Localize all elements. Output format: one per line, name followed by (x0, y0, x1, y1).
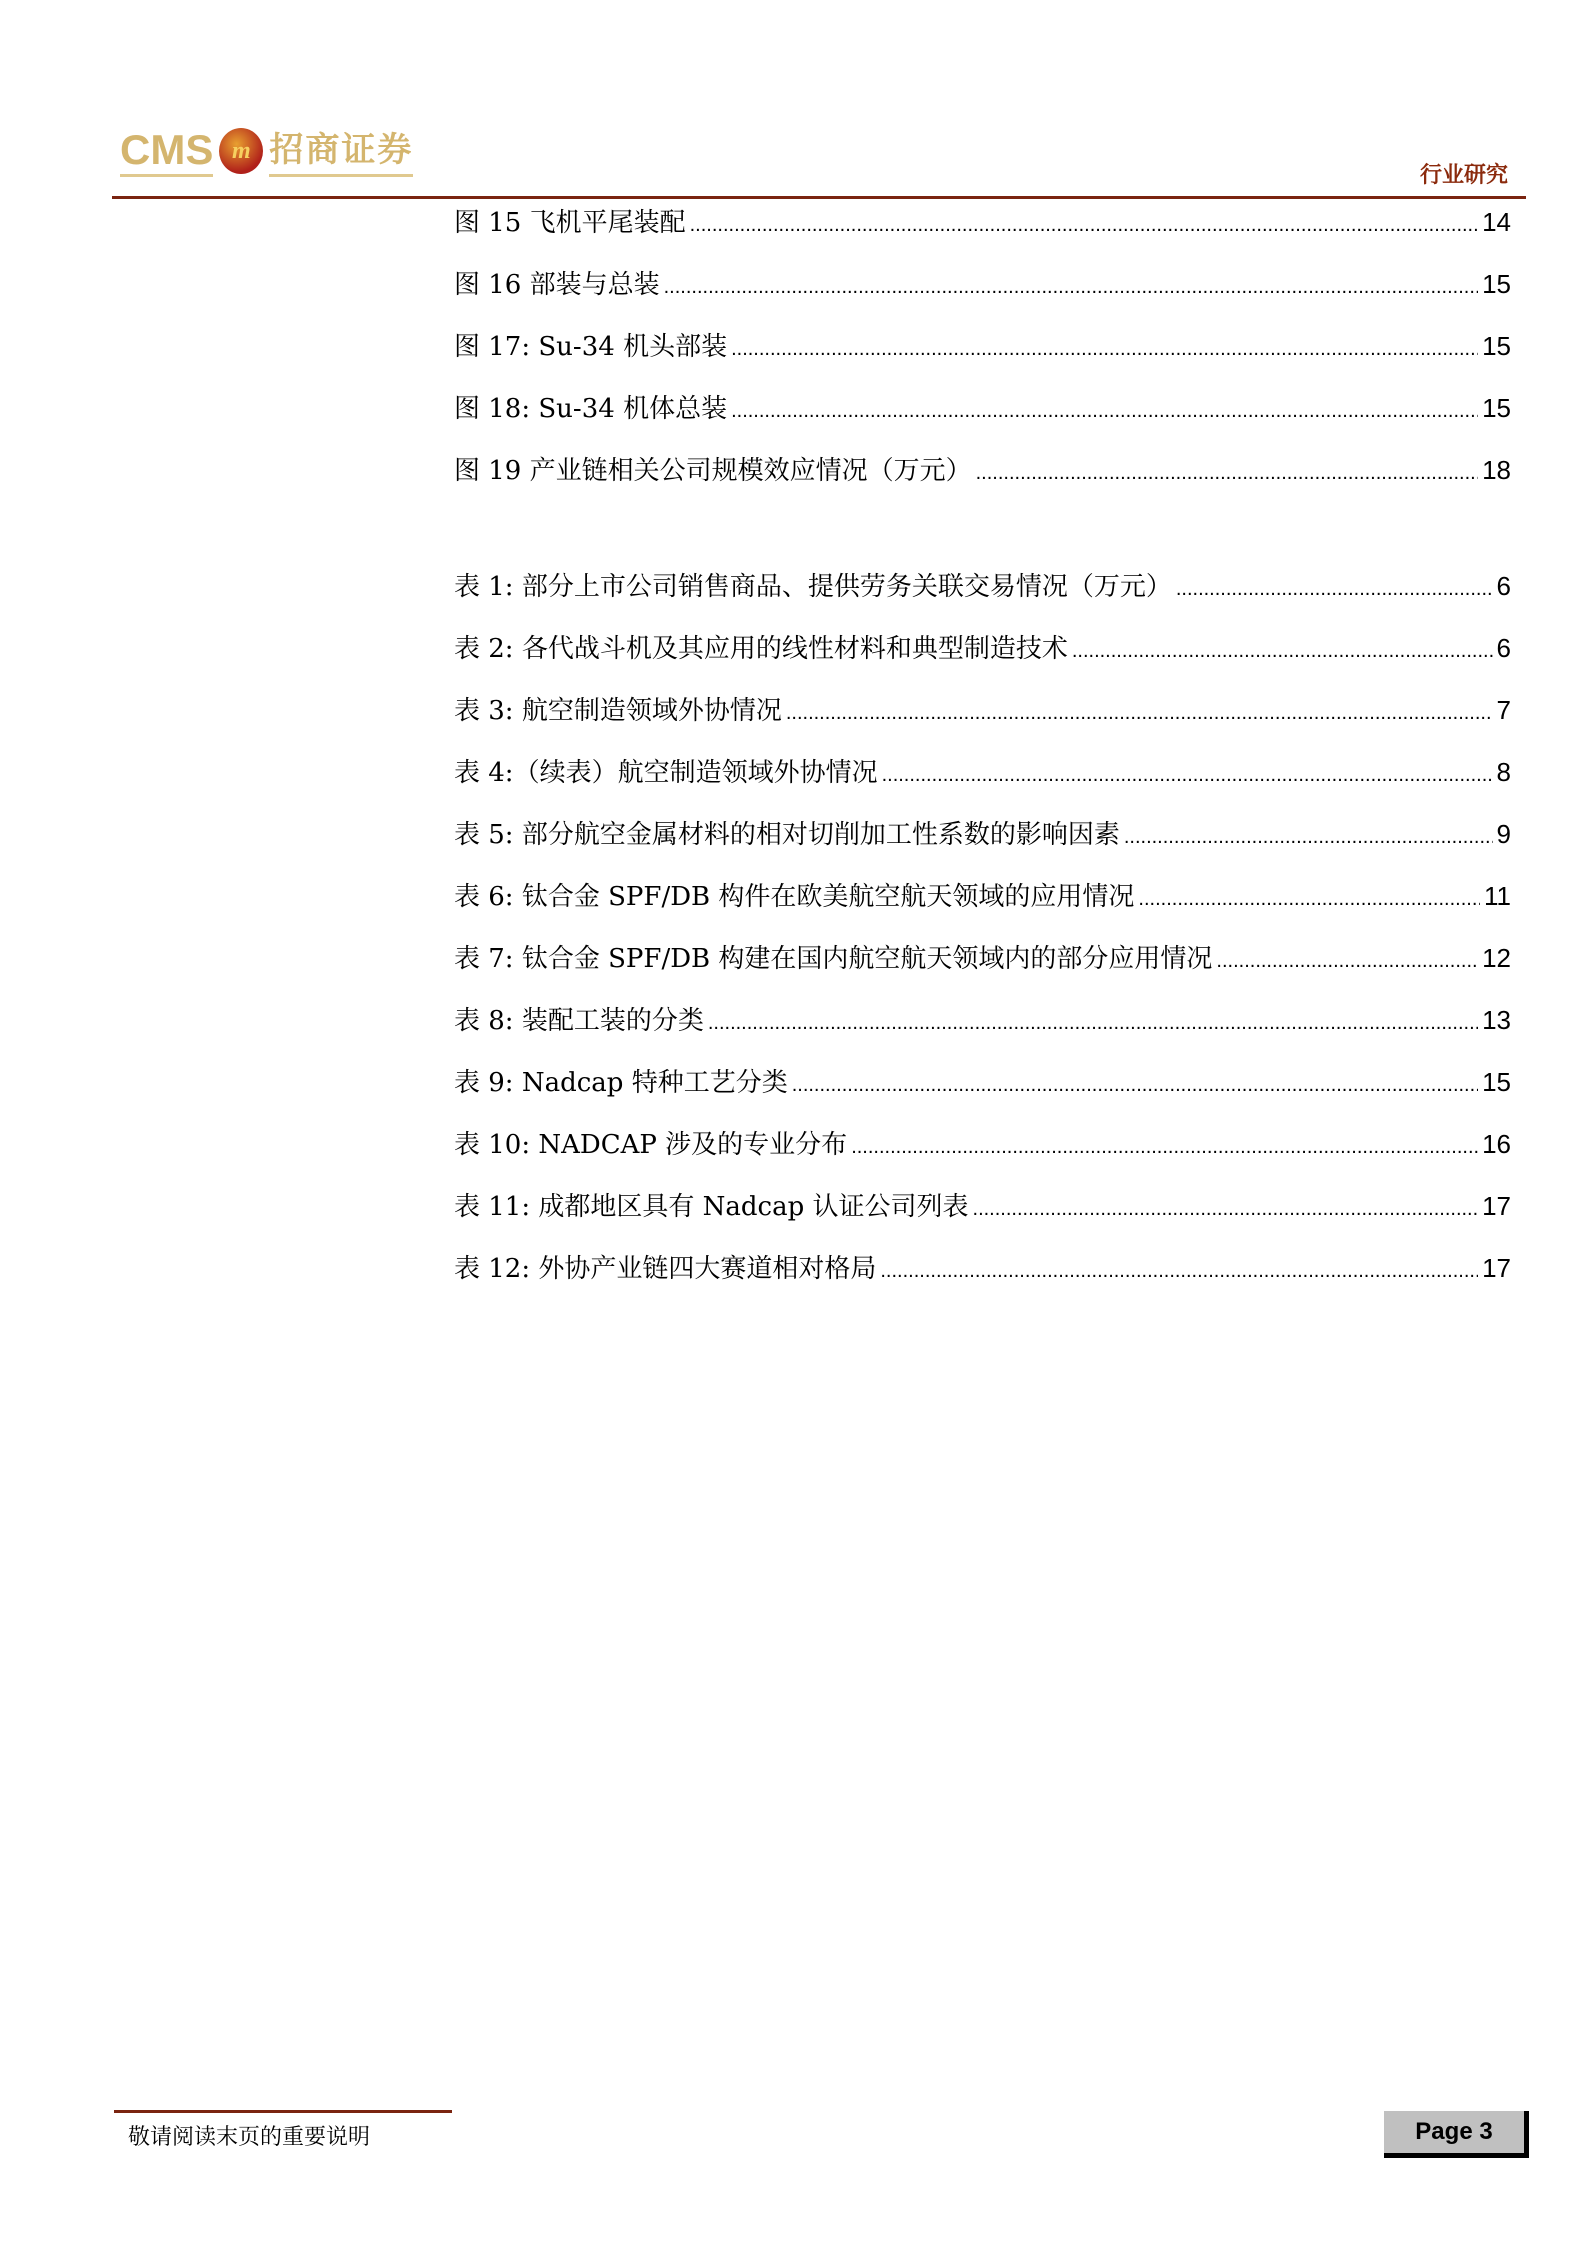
toc-entry[interactable] (454, 628, 1511, 690)
page-number: Page 3 (1384, 2111, 1529, 2158)
toc-entry-page[interactable]: 14 (1482, 207, 1511, 237)
dot-leader (731, 400, 1478, 423)
toc-entry[interactable] (454, 326, 1511, 388)
table-list (454, 566, 1511, 1310)
toc-entry[interactable] (454, 876, 1511, 938)
toc-entry[interactable] (454, 752, 1511, 814)
toc-entry-title[interactable]: 表 1: 部分上市公司销售商品、提供劳务关联交易情况（万元） (454, 572, 1172, 602)
cms-logo (120, 122, 413, 180)
dot-leader (1216, 950, 1478, 973)
toc-entry[interactable] (454, 814, 1511, 876)
toc-entry-title[interactable]: 图 16 部装与总装 (454, 270, 660, 300)
dot-leader (882, 764, 1493, 787)
toc-entry-title[interactable]: 表 10: NADCAP 涉及的专业分布 (454, 1130, 848, 1160)
dot-leader (1176, 578, 1493, 601)
toc-entry-page[interactable]: 15 (1482, 331, 1511, 361)
toc-entry-page[interactable]: 17 (1482, 1253, 1511, 1283)
logo-cn-text: 招商证券 (269, 126, 413, 177)
toc-entry-title[interactable]: 表 6: 钛合金 SPF/DB 构件在欧美航空航天领域的应用情况 (454, 882, 1135, 912)
dot-leader (851, 1136, 1478, 1159)
toc-entry[interactable] (454, 264, 1511, 326)
toc-entry-title[interactable]: 表 3: 航空制造领域外协情况 (454, 696, 782, 726)
toc-entry[interactable] (454, 1186, 1511, 1248)
toc-entry-page[interactable]: 13 (1482, 1005, 1511, 1035)
dot-leader (880, 1260, 1478, 1283)
toc-entry-page[interactable]: 16 (1482, 1129, 1511, 1159)
toc-entry-page[interactable]: 6 (1496, 571, 1511, 601)
toc-entry-title[interactable]: 表 9: Nadcap 特种工艺分类 (454, 1068, 788, 1098)
footer-notice: 敬请阅读末页的重要说明 (128, 2125, 371, 2150)
dot-leader (731, 338, 1478, 361)
toc-entry-page[interactable]: 6 (1496, 633, 1511, 663)
toc-entry-page[interactable]: 17 (1482, 1191, 1511, 1221)
toc-entry[interactable] (454, 566, 1511, 628)
dot-leader (973, 1198, 1479, 1221)
toc-entry-title[interactable]: 图 15 飞机平尾装配 (454, 208, 686, 238)
dot-leader (976, 462, 1478, 485)
toc-entry[interactable] (454, 388, 1511, 450)
dot-leader (690, 214, 1478, 237)
dot-leader (786, 702, 1493, 725)
toc-entry-title[interactable]: 表 4:（续表）航空制造领域外协情况 (454, 758, 878, 788)
toc-entry[interactable] (454, 938, 1511, 1000)
toc-entry-title[interactable]: 表 7: 钛合金 SPF/DB 构建在国内航空航天领域内的部分应用情况 (454, 944, 1213, 974)
dot-leader (1138, 888, 1480, 911)
footer-divider (114, 2110, 452, 2113)
toc-entry-page[interactable]: 8 (1496, 757, 1511, 787)
toc-entry-page[interactable]: 12 (1482, 943, 1511, 973)
toc-entry-title[interactable]: 表 2: 各代战斗机及其应用的线性材料和典型制造技术 (454, 634, 1068, 664)
toc-entry-title[interactable]: 表 12: 外协产业链四大赛道相对格局 (454, 1254, 877, 1284)
toc-entry-title[interactable]: 表 5: 部分航空金属材料的相对切削加工性系数的影响因素 (454, 820, 1120, 850)
toc-entry-page[interactable]: 15 (1482, 1067, 1511, 1097)
dot-leader (708, 1012, 1478, 1035)
toc-entry-page[interactable]: 11 (1484, 881, 1511, 911)
toc-entry[interactable] (454, 202, 1511, 264)
toc-entry-title[interactable]: 图 18: Su-34 机体总装 (454, 394, 728, 424)
section-label: 行业研究 (1419, 162, 1508, 188)
toc-entry-title[interactable]: 图 17: Su-34 机头部装 (454, 332, 728, 362)
toc-entry[interactable] (454, 1248, 1511, 1310)
dot-leader (1072, 640, 1493, 663)
toc-entry-page[interactable]: 15 (1482, 269, 1511, 299)
logo-cms-text: CMS (120, 126, 213, 177)
dot-leader (664, 276, 1478, 299)
dot-leader (1124, 826, 1493, 849)
toc-entry-title[interactable]: 表 8: 装配工装的分类 (454, 1006, 704, 1036)
dot-leader (792, 1074, 1478, 1097)
header-divider (112, 196, 1526, 199)
toc-entry-title[interactable]: 图 19 产业链相关公司规模效应情况（万元） (454, 456, 972, 486)
toc-entry-title[interactable]: 表 11: 成都地区具有 Nadcap 认证公司列表 (454, 1192, 969, 1222)
logo-emblem-icon: m (219, 128, 263, 174)
toc-entry-page[interactable]: 15 (1482, 393, 1511, 423)
toc-entry[interactable] (454, 1000, 1511, 1062)
toc-entry[interactable] (454, 450, 1511, 512)
toc-entry[interactable] (454, 1124, 1511, 1186)
toc-entry[interactable] (454, 690, 1511, 752)
toc-entry-page[interactable]: 7 (1496, 695, 1511, 725)
toc-entry[interactable] (454, 1062, 1511, 1124)
toc-entry-page[interactable]: 9 (1496, 819, 1511, 849)
toc-entry-page[interactable]: 18 (1482, 455, 1511, 485)
figure-list (454, 202, 1511, 512)
